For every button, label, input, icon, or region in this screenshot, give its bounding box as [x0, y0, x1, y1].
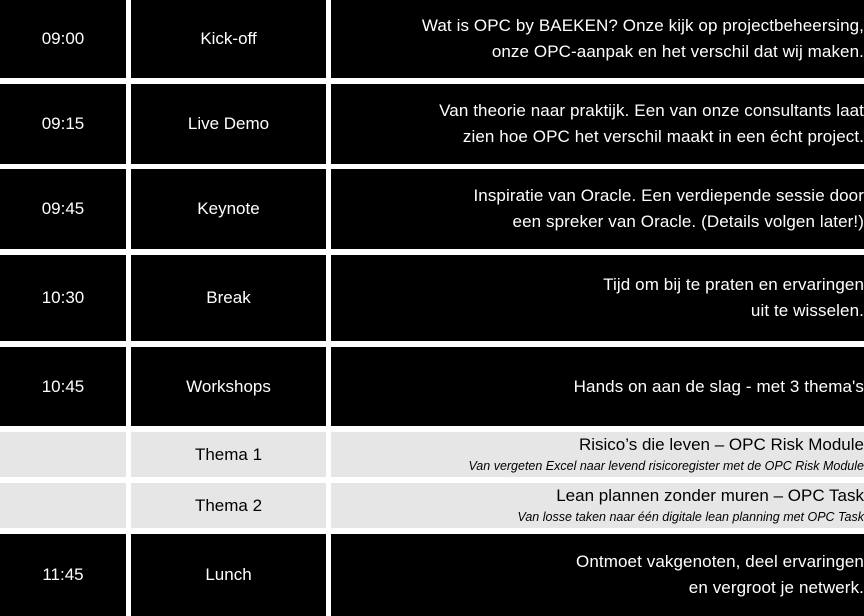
- time-cell: 09:15: [0, 84, 126, 164]
- time-cell: 11:45: [0, 534, 126, 616]
- description-line: Wat is OPC by BAEKEN? Onze kijk op projectbeheersing,: [421, 16, 864, 35]
- session-title-cell: Live Demo: [131, 84, 326, 164]
- description-line: Ontmoet vakgenoten, deel ervaringen: [576, 552, 864, 571]
- time-cell-empty: [0, 432, 126, 477]
- session-title-cell: Workshops: [131, 347, 326, 426]
- session-description-cell: [331, 347, 864, 426]
- description-line: Inspiratie van Oracle. Een verdiepende sessie door: [473, 186, 864, 205]
- time-cell: 09:00: [0, 0, 126, 78]
- time-cell: 10:45: [0, 347, 126, 426]
- session-title-cell: Break: [131, 255, 326, 341]
- time-cell: 09:45: [0, 169, 126, 249]
- theme-detail: Van losse taken naar één digitale lean planning met OPC Task: [517, 509, 864, 524]
- theme-detail: Van vergeten Excel naar levend risicoregister met de OPC Risk Module: [468, 458, 864, 473]
- description-line: Van theorie naar praktijk. Een van onze consultants laat: [439, 101, 864, 120]
- theme-heading: Lean plannen zonder muren – OPC Task: [556, 485, 864, 505]
- theme-description-cell: [331, 483, 864, 528]
- theme-heading: Risico’s die leven – OPC Risk Module: [578, 434, 864, 454]
- theme-title-cell: Thema 1: [131, 432, 326, 477]
- theme-description-cell: [331, 432, 864, 477]
- session-description-cell: [331, 0, 864, 78]
- theme-title-cell: Thema 2: [131, 483, 326, 528]
- session-title-cell: Kick-off: [131, 0, 326, 78]
- description-line: Hands on aan de slag - met 3 thema's: [573, 376, 864, 396]
- description-line: zien hoe OPC het verschil maakt in een écht project.: [462, 127, 864, 146]
- description-line: uit te wisselen.: [750, 301, 864, 320]
- description-line: Tijd om bij te praten en ervaringen: [603, 275, 864, 294]
- session-description-cell: [331, 169, 864, 249]
- time-cell: 10:30: [0, 255, 126, 341]
- description-line: en vergroot je netwerk.: [688, 578, 864, 597]
- session-description-cell: [331, 534, 864, 616]
- time-cell-empty: [0, 483, 126, 528]
- session-title-cell: Keynote: [131, 169, 326, 249]
- session-description-cell: [331, 255, 864, 341]
- session-title-cell: Lunch: [131, 534, 326, 616]
- description-line: een spreker van Oracle. (Details volgen later!): [512, 212, 864, 231]
- session-description-cell: [331, 84, 864, 164]
- description-line: onze OPC-aanpak en het verschil dat wij maken.: [491, 42, 864, 61]
